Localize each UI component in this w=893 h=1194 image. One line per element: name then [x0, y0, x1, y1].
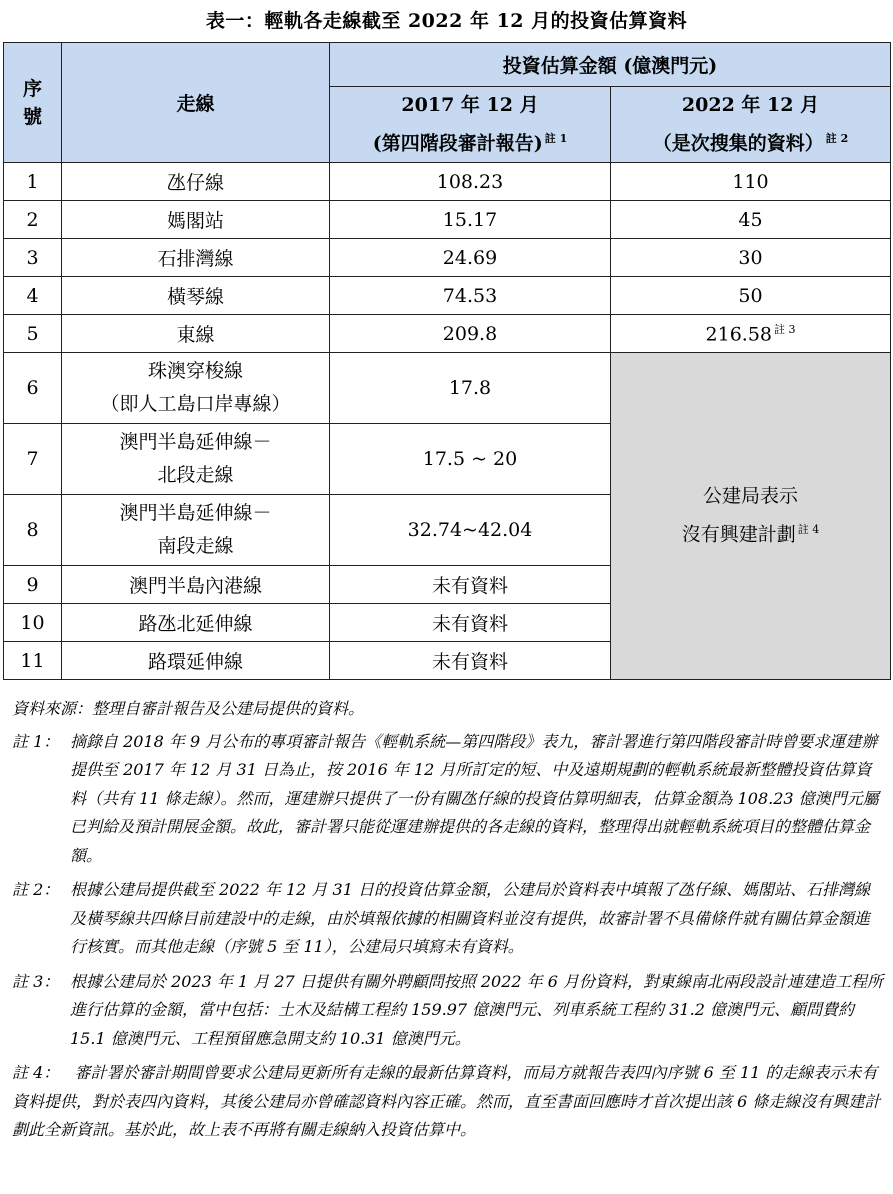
cell-route-line2: 南段走線	[157, 535, 234, 557]
cell-route	[62, 353, 330, 424]
cell-2017: 74.53	[330, 277, 611, 315]
note-4	[12, 1059, 884, 1145]
header-2022-line1: 2022 年 12 月	[681, 94, 820, 117]
header-2017	[330, 87, 611, 163]
merged-no-plan-cell	[611, 353, 891, 680]
cell-route: 澳門半島內港線	[62, 566, 330, 604]
table-title: 表一：輕軌各走線截至 2022 年 12 月的投資估算資料	[205, 10, 688, 32]
cell-route-line1: 澳門半島延伸線－	[119, 431, 272, 453]
header-2017-note: 註 1	[544, 132, 568, 146]
cell-no: 4	[4, 277, 62, 315]
cell-2022: 110	[611, 163, 891, 201]
table-row	[4, 163, 891, 201]
cell-no: 2	[4, 201, 62, 239]
cell-route	[62, 424, 330, 495]
cell-route	[62, 495, 330, 566]
note-1-tag: 註 1：	[12, 731, 60, 751]
cell-route-line1: 珠澳穿梭線	[147, 360, 243, 382]
table-row	[4, 201, 891, 239]
cell-no: 10	[4, 604, 62, 642]
cell-no: 11	[4, 642, 62, 680]
cell-2022: 50	[611, 277, 891, 315]
merged-line2: 沒有興建計劃	[681, 523, 796, 546]
merged-line1: 公建局表示	[703, 485, 799, 508]
cell-route-line2: （即人工島口岸專線）	[100, 393, 291, 415]
cell-2022-note: 註 3	[774, 323, 796, 337]
cell-2022: 30	[611, 239, 891, 277]
investment-table	[3, 42, 891, 680]
cell-route-line1: 澳門半島延伸線－	[119, 502, 272, 524]
merged-note: 註 4	[797, 523, 820, 537]
note-1-text: 摘錄自 2018 年 9 月公布的專項審計報告《輕軌系統—第四階段》表九，審計署進行第四階段審計時曾要求運建辦提供至 2017 年 12 月 31 日為止，按 2016 年 12 月所訂定的短、中及遠期規劃的輕軌系統最新整體投資估算資料（共有 11 條走線）。然而，運建辦只提供了一份有關氹仔線的投資估算明細表，估算金額為 108.23 億澳門元屬已判給及預計開展金額。故此，審計署只能從運建辦提供的各走線的資料，整理得出就輕軌系統項目的整體估算金額。	[70, 731, 879, 865]
cell-2022: 45	[611, 201, 891, 239]
cell-2017: 未有資料	[330, 642, 611, 680]
cell-2017: 未有資料	[330, 604, 611, 642]
cell-2017: 209.8	[330, 315, 611, 353]
source-note: 資料來源：整理自審計報告及公建局提供的資料。	[12, 699, 365, 718]
cell-no: 3	[4, 239, 62, 277]
header-2022-line2: （是次搜集的資料）	[652, 132, 824, 155]
cell-2022-value: 216.58	[705, 323, 772, 346]
table-row	[4, 315, 891, 353]
cell-route-line2: 北段走線	[157, 464, 234, 486]
note-3	[12, 968, 884, 1054]
header-2017-line2: (第四階段審計報告)	[372, 132, 543, 155]
footnotes	[12, 695, 884, 1145]
header-2017-line1: 2017 年 12 月	[401, 94, 539, 117]
cell-no: 8	[4, 495, 62, 566]
cell-2017: 17.5 ~ 20	[330, 424, 611, 495]
note-2	[12, 876, 884, 962]
note-3-text: 根據公建局於 2023 年 1 月 27 日提供有關外聘顧問按照 2022 年 6 月份資料，對東線南北兩段設計連建造工程所進行估算的金額，當中包括：土木及結構工程約 159.97 億澳門元、列車系統工程約 31.2 億澳門元、顧問費約 15.1 億澳門元、工程預留應急開支約 10.31 億澳門元。	[70, 971, 884, 1048]
table-row	[4, 353, 891, 424]
cell-no: 1	[4, 163, 62, 201]
cell-route: 媽閣站	[62, 201, 330, 239]
header-estimate-group: 投資估算金額 (億澳門元)	[330, 43, 891, 87]
cell-route: 東線	[62, 315, 330, 353]
cell-2022	[611, 315, 891, 353]
cell-route: 橫琴線	[62, 277, 330, 315]
note-1	[12, 728, 884, 871]
table-row	[4, 239, 891, 277]
cell-2017: 24.69	[330, 239, 611, 277]
cell-2017: 32.74~42.04	[330, 495, 611, 566]
cell-route: 氹仔線	[62, 163, 330, 201]
header-2022	[611, 87, 891, 163]
note-4-text: 審計署於審計期間曾要求公建局更新所有走線的最新估算資料，而局方就報告表四內序號 6 至 11 的走線表示未有資料提供，對於表四內資料，其後公建局亦曾確認資料內容正確。然而，直至書面回應時才首次提出該 6 條走線沒有興建計劃此全新資訊。基於此，故上表不再將有關走線納入投資估算中。	[12, 1063, 881, 1139]
cell-no: 6	[4, 353, 62, 424]
cell-no: 9	[4, 566, 62, 604]
header-2022-note: 註 2	[825, 132, 849, 146]
header-route: 走線	[62, 43, 330, 163]
cell-route: 路環延伸線	[62, 642, 330, 680]
cell-2017: 15.17	[330, 201, 611, 239]
header-serial: 序號	[4, 43, 62, 163]
cell-no: 7	[4, 424, 62, 495]
cell-route: 路氹北延伸線	[62, 604, 330, 642]
cell-2017: 未有資料	[330, 566, 611, 604]
cell-route: 石排灣線	[62, 239, 330, 277]
table-row	[4, 277, 891, 315]
cell-2017: 108.23	[330, 163, 611, 201]
note-3-tag: 註 3：	[12, 971, 60, 991]
cell-2017: 17.8	[330, 353, 611, 424]
note-4-tag: 註 4：	[12, 1063, 60, 1082]
note-2-text: 根據公建局提供截至 2022 年 12 月 31 日的投資估算金額，公建局於資料表中填報了氹仔線、媽閣站、石排灣線及橫琴線共四條目前建設中的走線，由於填報依據的相關資料並沒有提供，故審計署不具備條件就有關估算金額進行核實。而其他走線（序號 5 至 11），公建局只填寫未有資料。	[70, 880, 871, 956]
cell-no: 5	[4, 315, 62, 353]
note-2-tag: 註 2：	[12, 880, 60, 899]
